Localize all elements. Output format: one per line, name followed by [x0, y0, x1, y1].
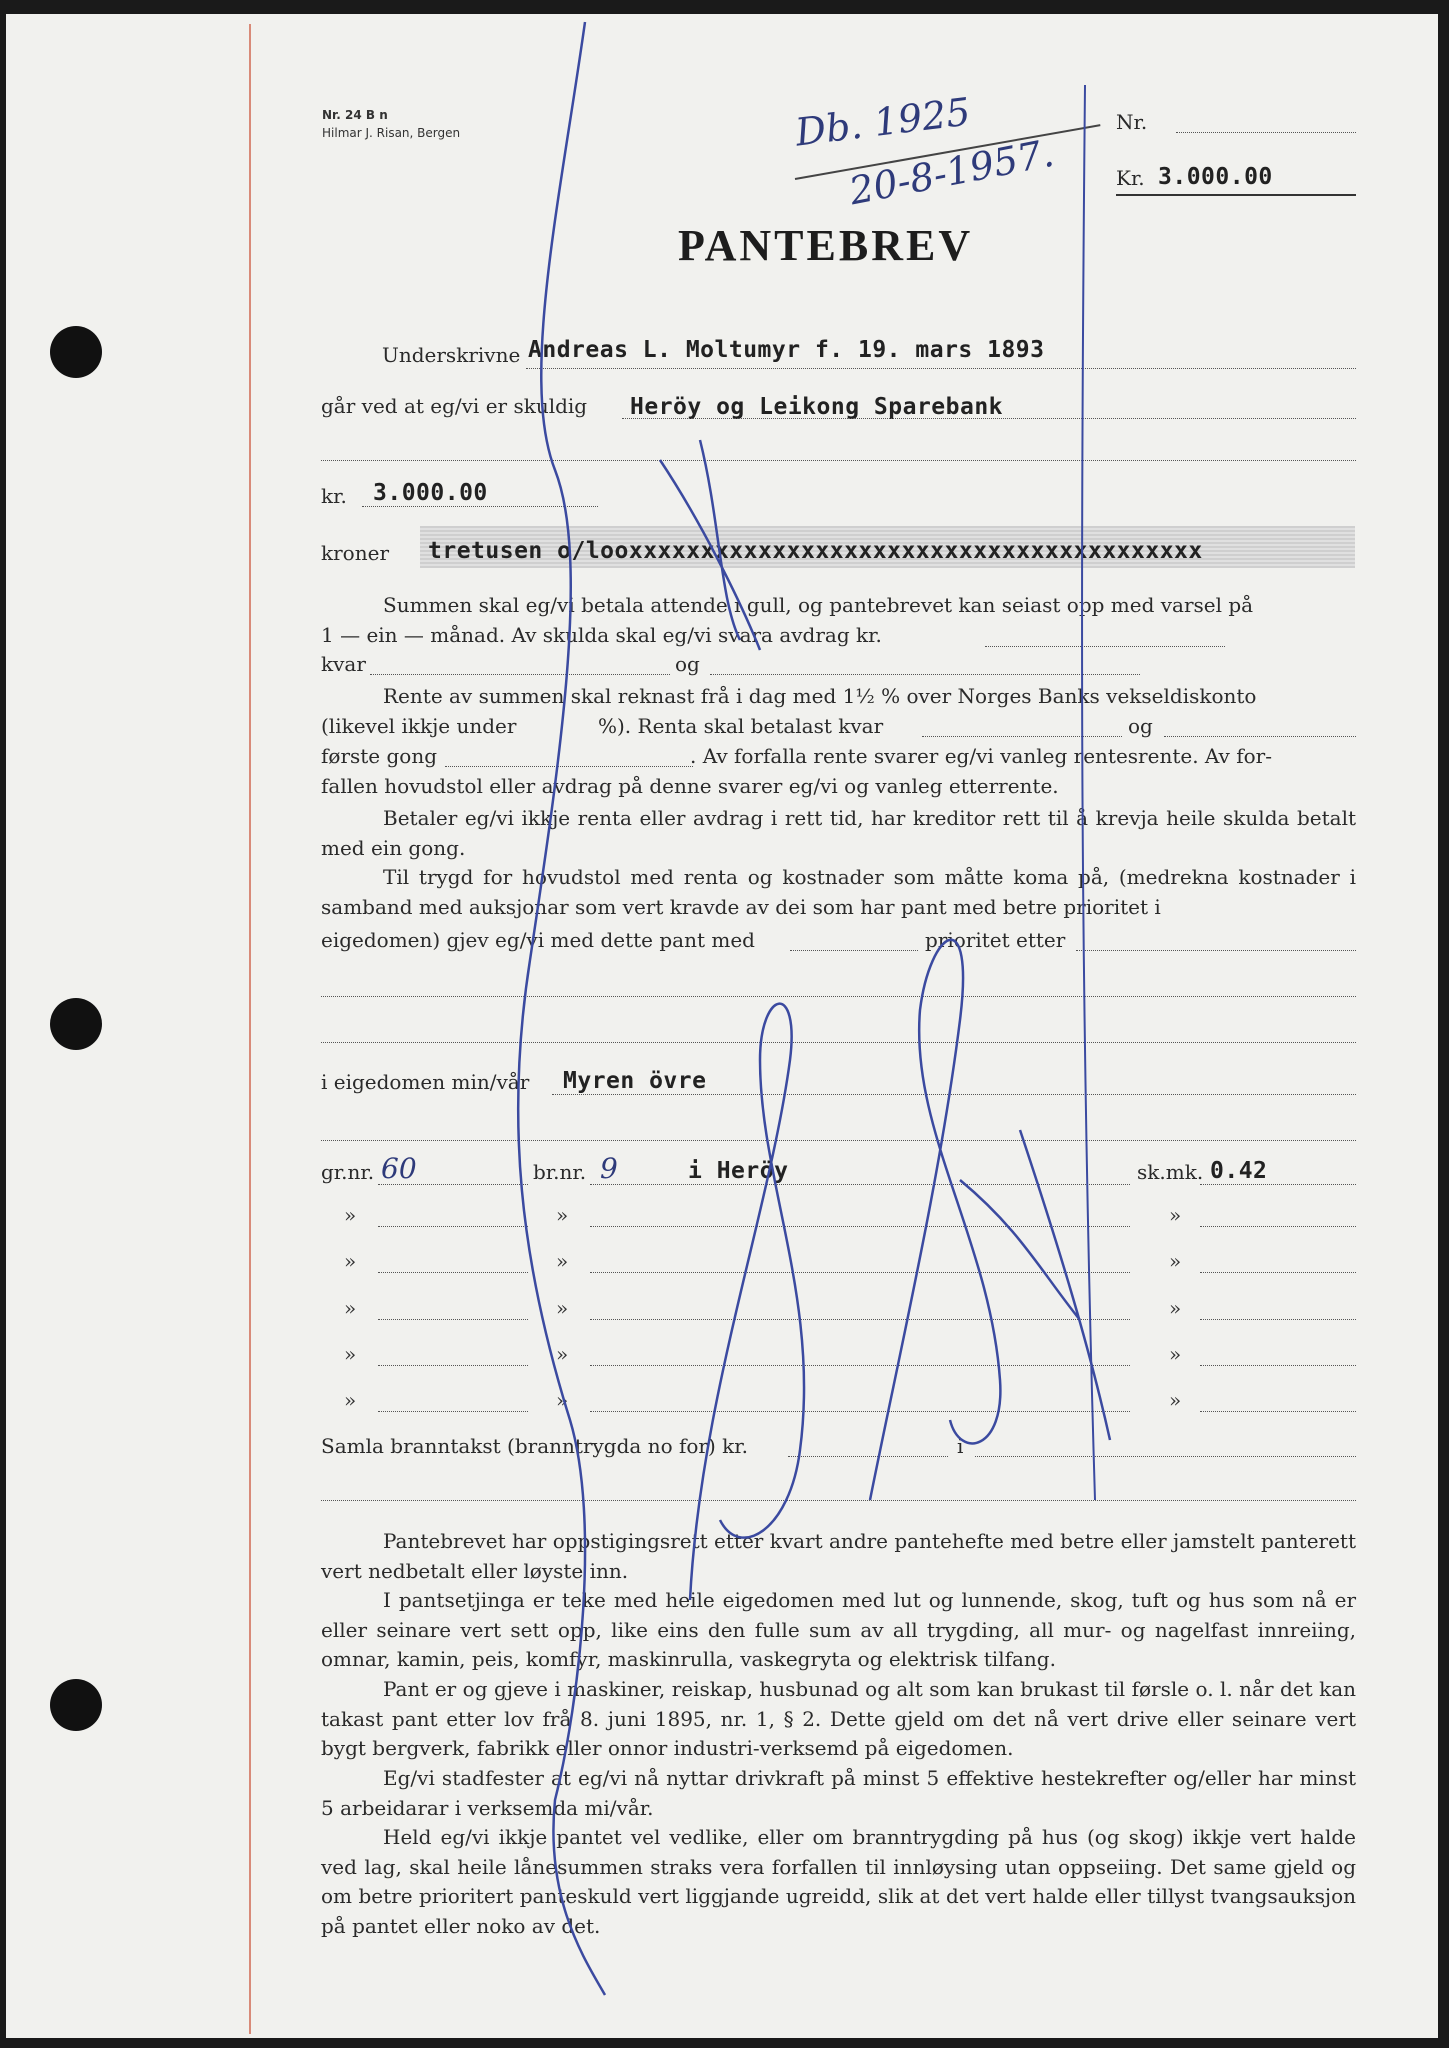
- registration-date: 20-8-1957.: [845, 130, 1058, 214]
- kr-header-label: Kr.: [1116, 166, 1145, 190]
- ditto-mark: »: [344, 1296, 357, 1320]
- p2-line4: fallen hovudstol eller avdrag på denne svarer eg/vi og vanleg etterrente.: [321, 774, 1059, 798]
- ditto-mark: »: [344, 1203, 357, 1227]
- ditto-mark: »: [556, 1388, 569, 1412]
- ditto-mark: »: [556, 1342, 569, 1366]
- branntakst-i: i: [957, 1434, 964, 1458]
- ditto-mark: »: [1169, 1296, 1182, 1320]
- ditto-mark: »: [344, 1249, 357, 1273]
- underskrivne-label: Underskrivne: [382, 343, 521, 367]
- ditto-mark: »: [344, 1342, 357, 1366]
- kr-value: 3.000.00: [373, 480, 488, 506]
- printer-name: Hilmar J. Risan, Bergen: [322, 126, 461, 140]
- form-number: Nr. 24 B n: [322, 108, 388, 122]
- kroner-label: kroner: [321, 541, 389, 565]
- skuldig-label: går ved at eg/vi er skuldig: [321, 394, 588, 418]
- p1-line2: 1 — ein — månad. Av skulda skal eg/vi svara avdrag kr.: [321, 623, 882, 647]
- p2-line3a: første gong: [321, 744, 438, 768]
- municipality: i Heröy: [688, 1158, 789, 1184]
- underskrivne-value: Andreas L. Moltumyr f. 19. mars 1893: [528, 337, 1045, 363]
- scribble-loop-2: [870, 940, 1000, 1500]
- scribble-top: [660, 440, 760, 650]
- ditto-mark: »: [1169, 1249, 1182, 1273]
- p2-line1: Rente av summen skal reknast frå i dag med 1½ % over Norges Banks vekseldiskonto: [383, 684, 1257, 708]
- ditto-mark: »: [344, 1388, 357, 1412]
- long-stroke: [518, 22, 605, 1995]
- registration-note: Db. 1925: [792, 89, 973, 155]
- p1-og: og: [675, 652, 700, 676]
- ditto-mark: »: [1169, 1388, 1182, 1412]
- terms-drivkraft: Eg/vi stadfester at eg/vi nå nyttar drivkraft på minst 5 effektive hestekrefter og/eller har minst 5 arbeidarar i verksemda mi/vår.: [321, 1766, 1356, 1820]
- scribble-loop-1: [690, 1004, 804, 1600]
- p4-last-b: prioritet etter: [925, 928, 1066, 952]
- brnr-label: br.nr.: [533, 1160, 587, 1184]
- ditto-mark: »: [556, 1296, 569, 1320]
- p2-line2a: (likevel ikkje under: [321, 714, 517, 738]
- grnr-value: 60: [381, 1152, 417, 1185]
- paragraph-trygd: Til trygd for hovudstol med renta og kostnader som måtte koma på, (medrekna kostnader i samband med auksjonar som vert kravde av dei som har pant med betre prioritet i: [321, 865, 1356, 919]
- p2-line2b: %). Renta skal betalast kvar: [598, 714, 884, 738]
- p4-last-a: eigedomen) gjev eg/vi med dette pant med: [321, 928, 755, 952]
- brnr-value: 9: [600, 1152, 618, 1185]
- paragraph-betaler: Betaler eg/vi ikkje renta eller avdrag i rett tid, har kreditor rett til å krevja heile skulda betalt med ein gong.: [321, 806, 1356, 860]
- ditto-mark: »: [556, 1203, 569, 1227]
- terms-pantsetjinga: I pantsetjinga er teke med heile eigedomen med lut og lunnende, skog, tuft og hus som nå er eller seinare vert sett opp, like eins den fulle sum av all trygding, all mur- og nagelfast innreiing, omnar, kamin, peis, komfyr, maskinrulla, vaskegryta og elektrisk tilfang.: [321, 1588, 1356, 1671]
- skmk-value: 0.42: [1210, 1158, 1268, 1184]
- document-title: PANTEBREV: [678, 221, 974, 270]
- ditto-mark: »: [1169, 1342, 1182, 1366]
- p2-line3b: . Av forfalla rente svarer eg/vi vanleg rentesrente. Av for-: [690, 744, 1272, 768]
- skmk-label: sk.mk.: [1137, 1160, 1204, 1184]
- terms-oppstigingsrett: Pantebrevet har oppstigingsrett etter kvart andre pantehefte med betre eller jamstelt panterett vert nedbetalt eller løyste inn.: [321, 1529, 1356, 1583]
- kr-header-value: 3.000.00: [1158, 164, 1273, 190]
- kroner-value: tretusen o/looxxxxxxxxxxxxxxxxxxxxxxxxxxxxxxxxxxxxxxxx: [428, 538, 1203, 564]
- property-value: Myren övre: [563, 1068, 707, 1094]
- branntakst-label: Samla branntakst (branntrygda no for) kr.: [321, 1434, 748, 1458]
- p1-kvar: kvar: [321, 652, 366, 676]
- p2-line2c: og: [1128, 714, 1153, 738]
- ditto-mark: »: [1169, 1203, 1182, 1227]
- property-label: i eigedomen min/vår: [321, 1070, 530, 1094]
- ditto-mark: »: [556, 1249, 569, 1273]
- creditor-value: Heröy og Leikong Sparebank: [630, 394, 1004, 420]
- p1-line1: Summen skal eg/vi betala attende i gull, og pantebrevet kan seiast opp med varsel på: [383, 593, 1254, 617]
- nr-label: Nr.: [1116, 110, 1148, 134]
- kr-label: kr.: [321, 484, 347, 508]
- right-stroke: [1082, 85, 1095, 1500]
- terms-maskiner: Pant er og gjeve i maskiner, reiskap, husbunad og alt som kan brukast til førsle o. l. når det kan takast pant etter lov frå 8. juni 1895, nr. 1, § 2. Dette gjeld om det nå vert drive eller seinare vert bygt bergverk, fabrikk eller onnor industri-verksemd på eigedomen.: [321, 1677, 1356, 1760]
- grnr-label: gr.nr.: [321, 1160, 375, 1184]
- terms-vedlikehald: Held eg/vi ikkje pantet vel vedlike, eller om branntrygding på hus (og skog) ikkje vert halde ved lag, skal heile lånesummen straks vera forfallen til innløysing utan oppseiing. Det same gjeld og om betre prioritert panteskuld vert liggjande ugreidd, slik at det vert halde eller tillyst tvangsauksjon på pantet eller noko av det.: [321, 1825, 1356, 1938]
